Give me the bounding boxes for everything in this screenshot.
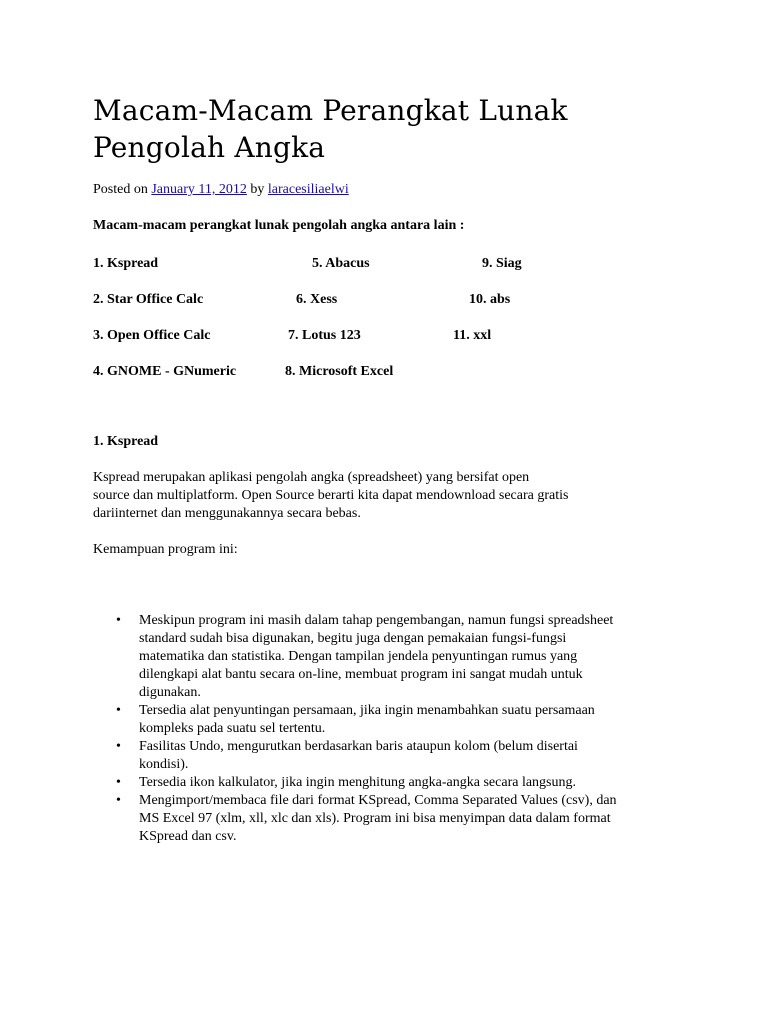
list-item: • Mengimport/membaca file dari format KSpread, Comma Separated Values (csv), dan MS Excel 97 (xlm, xll, xlc dan xls). Program ini bisa menyimpan data dalam format KSpread dan csv.	[116, 793, 617, 844]
software-item: 8. Microsoft Excel	[285, 364, 394, 379]
list-item: • Meskipun program ini masih dalam tahap pengembangan, namun fungsi spreadsheet standard sudah bisa digunakan, begitu juga dengan pemakaian fungsi-fungsi matematika dan statistika. Dengan tampilan jendela penyuntingan rumus yang dilengkapi alat bantu secara on-line, membuat program ini sangat mudah untuk digunakan.	[116, 613, 614, 700]
by-label: by	[250, 182, 265, 197]
post-meta	[93, 181, 349, 199]
posted-on-label: Posted on	[93, 182, 148, 197]
bullet-icon: •	[116, 739, 121, 754]
software-row-4	[93, 363, 693, 381]
list-item: • Tersedia alat penyuntingan persamaan, jika ingin menambahkan suatu persamaan kompleks pada suatu sel tertentu.	[116, 703, 595, 736]
paragraph-line: source dan multiplatform. Open Source berarti kita dapat mendownload secara gratis	[93, 488, 569, 503]
section-heading: 1. Kspread	[93, 434, 159, 449]
software-row-2	[93, 291, 693, 309]
list-item: • Tersedia ikon kalkulator, jika ingin menghitung angka-angka secara langsung.	[116, 775, 576, 790]
title-line-2: Pengolah Angka	[93, 131, 326, 164]
capabilities-caption: Kemampuan program ini:	[93, 542, 238, 557]
page-title	[93, 92, 653, 166]
bullet-icon: •	[116, 775, 121, 790]
paragraph-line: dariinternet dan menggunakannya secara bebas.	[93, 506, 361, 521]
bullet-icon: •	[116, 703, 121, 718]
software-item: 10. abs	[469, 292, 511, 307]
capabilities-list	[93, 612, 693, 846]
software-item: 3. Open Office Calc	[93, 328, 211, 343]
title-line-1: Macam-Macam Perangkat Lunak	[93, 94, 568, 127]
software-row-3	[93, 327, 693, 345]
kspread-paragraph	[93, 469, 683, 523]
software-item: 11. xxl	[453, 328, 492, 343]
list-item: • Fasilitas Undo, mengurutkan berdasarkan baris ataupun kolom (belum disertai kondisi).	[116, 739, 578, 772]
software-item: 4. GNOME - GNumeric	[93, 364, 237, 379]
software-item: 9. Siag	[482, 256, 522, 271]
software-row-1	[93, 255, 693, 273]
bullet-icon: •	[116, 793, 121, 808]
paragraph-line: Kspread merupakan aplikasi pengolah angka (spreadsheet) yang bersifat open	[93, 470, 530, 485]
intro-text: Macam-macam perangkat lunak pengolah angka antara lain :	[93, 218, 465, 233]
bullet-icon: •	[116, 613, 121, 628]
software-item: 5. Abacus	[312, 256, 370, 271]
software-item: 1. Kspread	[93, 256, 159, 271]
software-item: 6. Xess	[296, 292, 338, 307]
software-item: 2. Star Office Calc	[93, 292, 204, 307]
author-link[interactable]: laracesiliaelwi	[267, 182, 349, 197]
post-date-link[interactable]: January 11, 2012	[151, 182, 247, 197]
software-item: 7. Lotus 123	[288, 328, 361, 343]
